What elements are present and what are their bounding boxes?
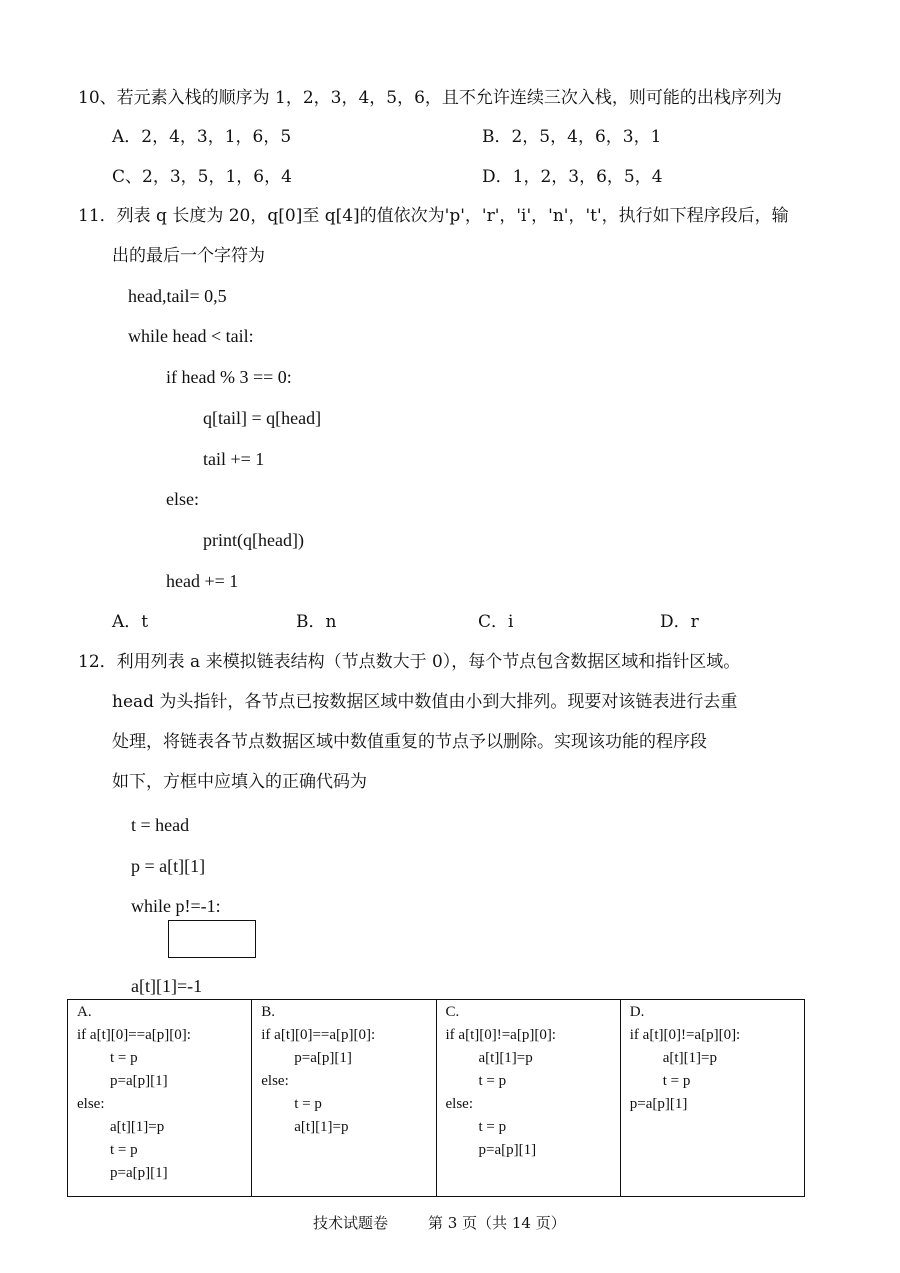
q11-code-line: else:	[166, 489, 199, 509]
option-code-line: t = p	[662, 1073, 691, 1089]
option-code-line: p=a[p][1]	[478, 1142, 537, 1158]
option-label: C.	[445, 1004, 460, 1020]
option-code-line: if a[t][0]!=a[p][0]:	[445, 1027, 556, 1043]
option-code-line: a[t][1]=p	[110, 1119, 165, 1135]
q12-code-line: t = head	[131, 815, 190, 835]
option-code-line: t = p	[478, 1073, 507, 1089]
q12-code-line: p = a[t][1]	[131, 856, 206, 876]
option-code-line: p=a[p][1]	[110, 1073, 168, 1089]
option-code-line: if a[t][0]==a[p][0]:	[261, 1027, 376, 1043]
q12-option-c-cell	[437, 1000, 621, 1196]
q12-option-d-cell	[621, 1000, 804, 1196]
q11-stem-line1: 11．列表 q 长度为 20，q[0]至 q[4]的值依次为'p'，'r'，'i'，'n'，'t'，执行如下程序段后，输	[78, 206, 789, 226]
q11-code-line: print(q[head])	[203, 530, 304, 550]
option-label: A.	[77, 1004, 92, 1020]
option-code-line: t = p	[478, 1119, 507, 1135]
q12-stem-line: 如下，方框中应填入的正确代码为	[112, 772, 367, 792]
footer-subject: 技术试题卷	[313, 1214, 389, 1232]
option-code-line: if a[t][0]!=a[p][0]:	[629, 1027, 741, 1043]
footer-page-number: 第 3 页（共 14 页）	[428, 1214, 566, 1232]
q11-stem-line2: 出的最后一个字符为	[112, 246, 265, 266]
q12-code-line: a[t][1]=-1	[131, 976, 203, 996]
option-code-line: t = p	[110, 1050, 138, 1066]
option-code-line: else:	[77, 1096, 105, 1112]
option-code-line: a[t][1]=p	[478, 1050, 533, 1066]
q12-stem-line: 12．利用列表 a 来模拟链表结构（节点数大于 0），每个节点包含数据区域和指针区域。	[78, 652, 741, 672]
option-label: D.	[629, 1004, 645, 1020]
option-code-line: p=a[p][1]	[294, 1050, 352, 1066]
option-code-line: p=a[p][1]	[629, 1096, 688, 1112]
q10-option-b: B．2，5，4，6，3，1	[482, 127, 662, 147]
answer-blank-box	[168, 920, 256, 958]
q12-stem-line: head 为头指针，各节点已按数据区域中数值由小到大排列。现要对该链表进行去重	[112, 692, 738, 712]
option-code-line: p=a[p][1]	[110, 1165, 168, 1181]
q11-code-line: head += 1	[166, 571, 239, 591]
option-code-line: if a[t][0]==a[p][0]:	[77, 1027, 191, 1043]
q12-option-b-cell	[252, 1000, 436, 1196]
q11-option-d: D．r	[660, 612, 699, 632]
q12-stem-line: 处理，将链表各节点数据区域中数值重复的节点予以删除。实现该功能的程序段	[112, 732, 707, 752]
q11-code-line: head,tail= 0,5	[128, 286, 227, 306]
q11-code-line: q[tail] = q[head]	[203, 408, 322, 428]
q12-options-table	[67, 999, 805, 1197]
q11-code-line: while head < tail:	[128, 326, 254, 346]
option-code-line: t = p	[294, 1096, 322, 1112]
option-label: B.	[261, 1004, 276, 1020]
q11-code-line: tail += 1	[203, 449, 265, 469]
q10-stem: 10、若元素入栈的顺序为 1，2，3，4，5，6，且不允许连续三次入栈，则可能的出栈序列为	[78, 88, 782, 108]
option-code-line: else:	[445, 1096, 473, 1112]
q11-option-b: B．n	[296, 612, 337, 632]
q11-option-a: A．t	[112, 612, 149, 632]
option-code-line: else:	[261, 1073, 289, 1089]
q11-option-c: C．i	[478, 612, 514, 632]
option-code-line: a[t][1]=p	[662, 1050, 718, 1066]
q10-option-c: C、2，3，5，1，6，4	[112, 167, 292, 187]
q12-option-a-cell	[68, 1000, 252, 1196]
q10-option-d: D．1，2，3，6，5，4	[482, 167, 663, 187]
option-code-line: t = p	[110, 1142, 138, 1158]
q12-code-line: while p!=-1:	[131, 896, 221, 916]
option-code-line: a[t][1]=p	[294, 1119, 349, 1135]
q11-code-line: if head % 3 == 0:	[166, 367, 292, 387]
q10-option-a: A．2，4，3，1，6，5	[112, 127, 292, 147]
